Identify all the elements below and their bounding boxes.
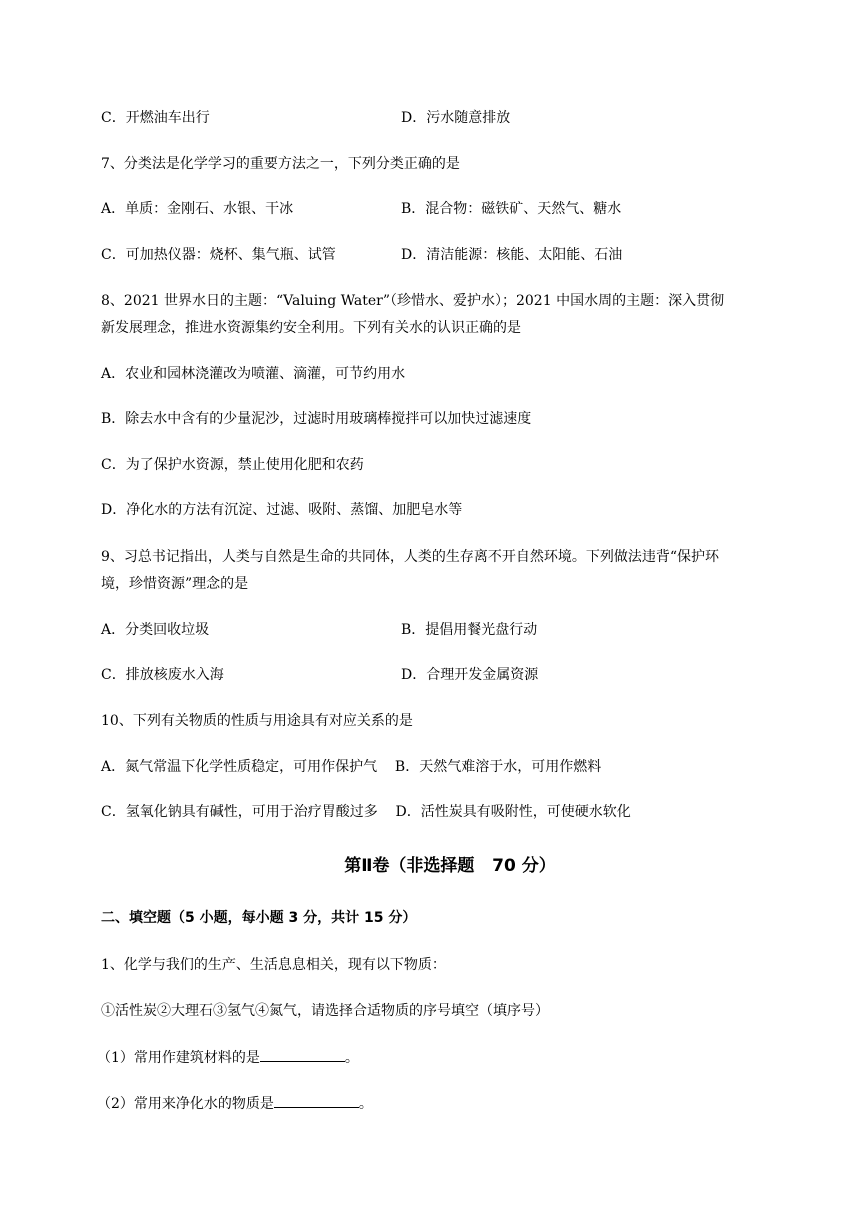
q9-option-c: C．排放核废水入海 bbox=[101, 667, 224, 683]
q10-stem: 10、下列有关物质的性质与用途具有对应关系的是 bbox=[101, 713, 413, 729]
q9-stem-line1: 9、习总书记指出，人类与自然是生命的共同体，人类的生存离不开自然环境。下列做法违背“保护环 bbox=[101, 549, 720, 565]
q8-option-b: B．除去水中含有的少量泥沙，过滤时用玻璃棒搅拌可以加快过滤速度 bbox=[101, 411, 532, 427]
q8-option-a: A．农业和园林浇灌改为喷灌、滴灌，可节约用水 bbox=[101, 366, 406, 382]
q10-options-ab: A．氮气常温下化学性质稳定，可用作保护气 B．天然气难溶于水，可用作燃料 bbox=[101, 759, 602, 775]
fill1-sub1 bbox=[97, 1047, 820, 1068]
q7-option-a: A．单质：金刚石、水银、干冰 bbox=[101, 201, 294, 217]
section-title: 第Ⅱ卷（非选择题 70 分） bbox=[344, 856, 556, 876]
q9-option-a: A．分类回收垃圾 bbox=[101, 622, 210, 638]
q9-stem-line2: 境，珍惜资源”理念的是 bbox=[101, 576, 249, 592]
q7-option-c: C．可加热仪器：烧杯、集气瓶、试管 bbox=[101, 247, 336, 263]
q8-option-c: C．为了保护水资源，禁止使用化肥和农药 bbox=[101, 457, 364, 473]
q6-option-d: D．污水随意排放 bbox=[401, 110, 511, 126]
q7-option-d: D．清洁能源：核能、太阳能、石油 bbox=[401, 247, 623, 263]
q9-option-b: B．提倡用餐光盘行动 bbox=[401, 622, 538, 638]
fill1-sub2-suffix: 。 bbox=[358, 1096, 373, 1112]
fill1-sub2 bbox=[97, 1093, 820, 1114]
q7-option-b: B．混合物：磁铁矿、天然气、糖水 bbox=[401, 201, 622, 217]
q9-option-d: D．合理开发金属资源 bbox=[401, 667, 539, 683]
q8-option-d: D．净化水的方法有沉淀、过滤、吸附、蒸馏、加肥皂水等 bbox=[101, 502, 463, 518]
fill1-stem: 1、化学与我们的生产、生活息息相关，现有以下物质： bbox=[101, 957, 446, 973]
fill1-sub2-prefix: （2）常用来净化水的物质是 bbox=[97, 1096, 274, 1112]
fill1-sub1-prefix: （1）常用作建筑材料的是 bbox=[97, 1050, 260, 1066]
answer-blank[interactable] bbox=[260, 1047, 345, 1062]
q8-stem-line1: 8、2021 世界水日的主题：“Valuing Water”（珍惜水、爱护水）；2021 中国水周的主题：深入贯彻 bbox=[101, 293, 725, 309]
fill1-sub1-suffix: 。 bbox=[344, 1050, 359, 1066]
part-heading: 二、填空题（5 小题，每小题 3 分，共计 15 分） bbox=[101, 910, 417, 926]
q6-option-c: C．开燃油车出行 bbox=[101, 110, 210, 126]
q10-options-cd: C．氢氧化钠具有碱性，可用于治疗胃酸过多 D．活性炭具有吸附性，可使硬水软化 bbox=[101, 804, 631, 820]
q8-stem-line2: 新发展理念，推进水资源集约安全利用。下列有关水的认识正确的是 bbox=[101, 320, 521, 336]
fill1-materials: ①活性炭②大理石③氢气④氮气，请选择合适物质的序号填空（填序号） bbox=[101, 1003, 549, 1019]
answer-blank[interactable] bbox=[274, 1093, 359, 1108]
q7-stem: 7、分类法是化学学习的重要方法之一，下列分类正确的是 bbox=[101, 156, 460, 172]
